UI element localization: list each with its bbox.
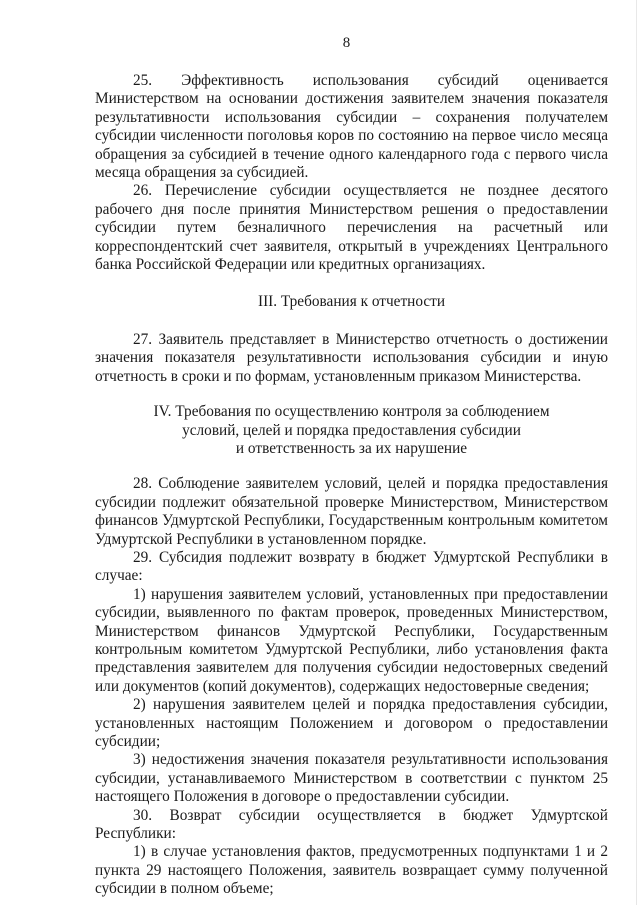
section-heading-control-line-3: и ответственность за их нарушение (235, 439, 468, 457)
spacer (95, 458, 608, 475)
paragraph-28: 28. Соблюдение заявителем условий, целей и порядка предоставления субсидии подлежит обязательной проверке Министерством, Министерством финансов Удмуртской Республики, Государственным контрольным комитетом Удмуртской Республики в установленном порядке. (95, 475, 608, 548)
paragraph-29-item-1: 1) нарушения заявителем условий, установленных при предоставлении субсидии, выявленного по фактам проверок, проведенных Министерством, Министерством финансов Удмуртской Республики, Государственным контрольным комитетом Удмуртской Республики, либо установления факта представления заявителем для получения субсидии недостоверных сведений или документов (копий документов), содержащих недостоверные сведения; (95, 585, 608, 695)
paragraph-25: 25. Эффективность использования субсидий оценивается Министерством на основании достижения заявителем значения показателя результативности использования субсидии – сохранения получателем субсидии численности поголовья коров по состоянию на первое число месяца обращения за субсидией в течение одного календарного года с первого числа месяца обращения за субсидией. (95, 72, 608, 182)
paragraph-30-item-1: 1) в случае установления фактов, предусмотренных подпунктами 1 и 2 пункта 29 настоящего Положения, заявитель возвращает сумму полученной субсидии в полном объеме; (95, 843, 608, 898)
spacer (95, 386, 608, 403)
paragraph-30: 30. Возврат субсидии осуществляется в бюджет Удмуртской Республики: (95, 806, 608, 843)
scan-edge-line (636, 0, 637, 905)
paragraph-29: 29. Субсидия подлежит возврату в бюджет Удмуртской Республики в случае: (95, 548, 608, 585)
section-heading-control (95, 403, 608, 458)
section-heading-control-line-1: IV. Требования по осуществлению контроля за соблюдением (153, 403, 550, 421)
section-heading-reporting: III. Требования к отчетности (257, 293, 446, 311)
section-heading-control-line-2: условий, целей и порядка предоставления субсидии (182, 421, 521, 439)
spacer (95, 274, 608, 293)
page-number: 8 (342, 35, 351, 51)
paragraph-27: 27. Заявитель представляет в Министерство отчетность о достижении значения показателя результативности использования субсидии и иную отчетность в сроки и по формам, установленным приказом Министерства. (95, 330, 608, 385)
paragraph-26: 26. Перечисление субсидии осуществляется не позднее десятого рабочего дня после принятия Министерством решения о предоставлении субсидии путем безналичного перечисления на расчетный или корреспондентский счет заявителя, открытый в учреждениях Центрального банка Российской Федерации или кредитных организациях. (95, 182, 608, 274)
paragraph-29-item-3: 3) недостижения значения показателя результативности использования субсидии, устанавливаемого Министерством в соответствии с пунктом 25 настоящего Положения в договоре о предоставлении субсидии. (95, 751, 608, 806)
paragraph-29-item-2: 2) нарушения заявителем целей и порядка предоставления субсидии, установленных настоящим Положением и договором о предоставлении субсидии; (95, 696, 608, 750)
spacer (95, 312, 608, 331)
